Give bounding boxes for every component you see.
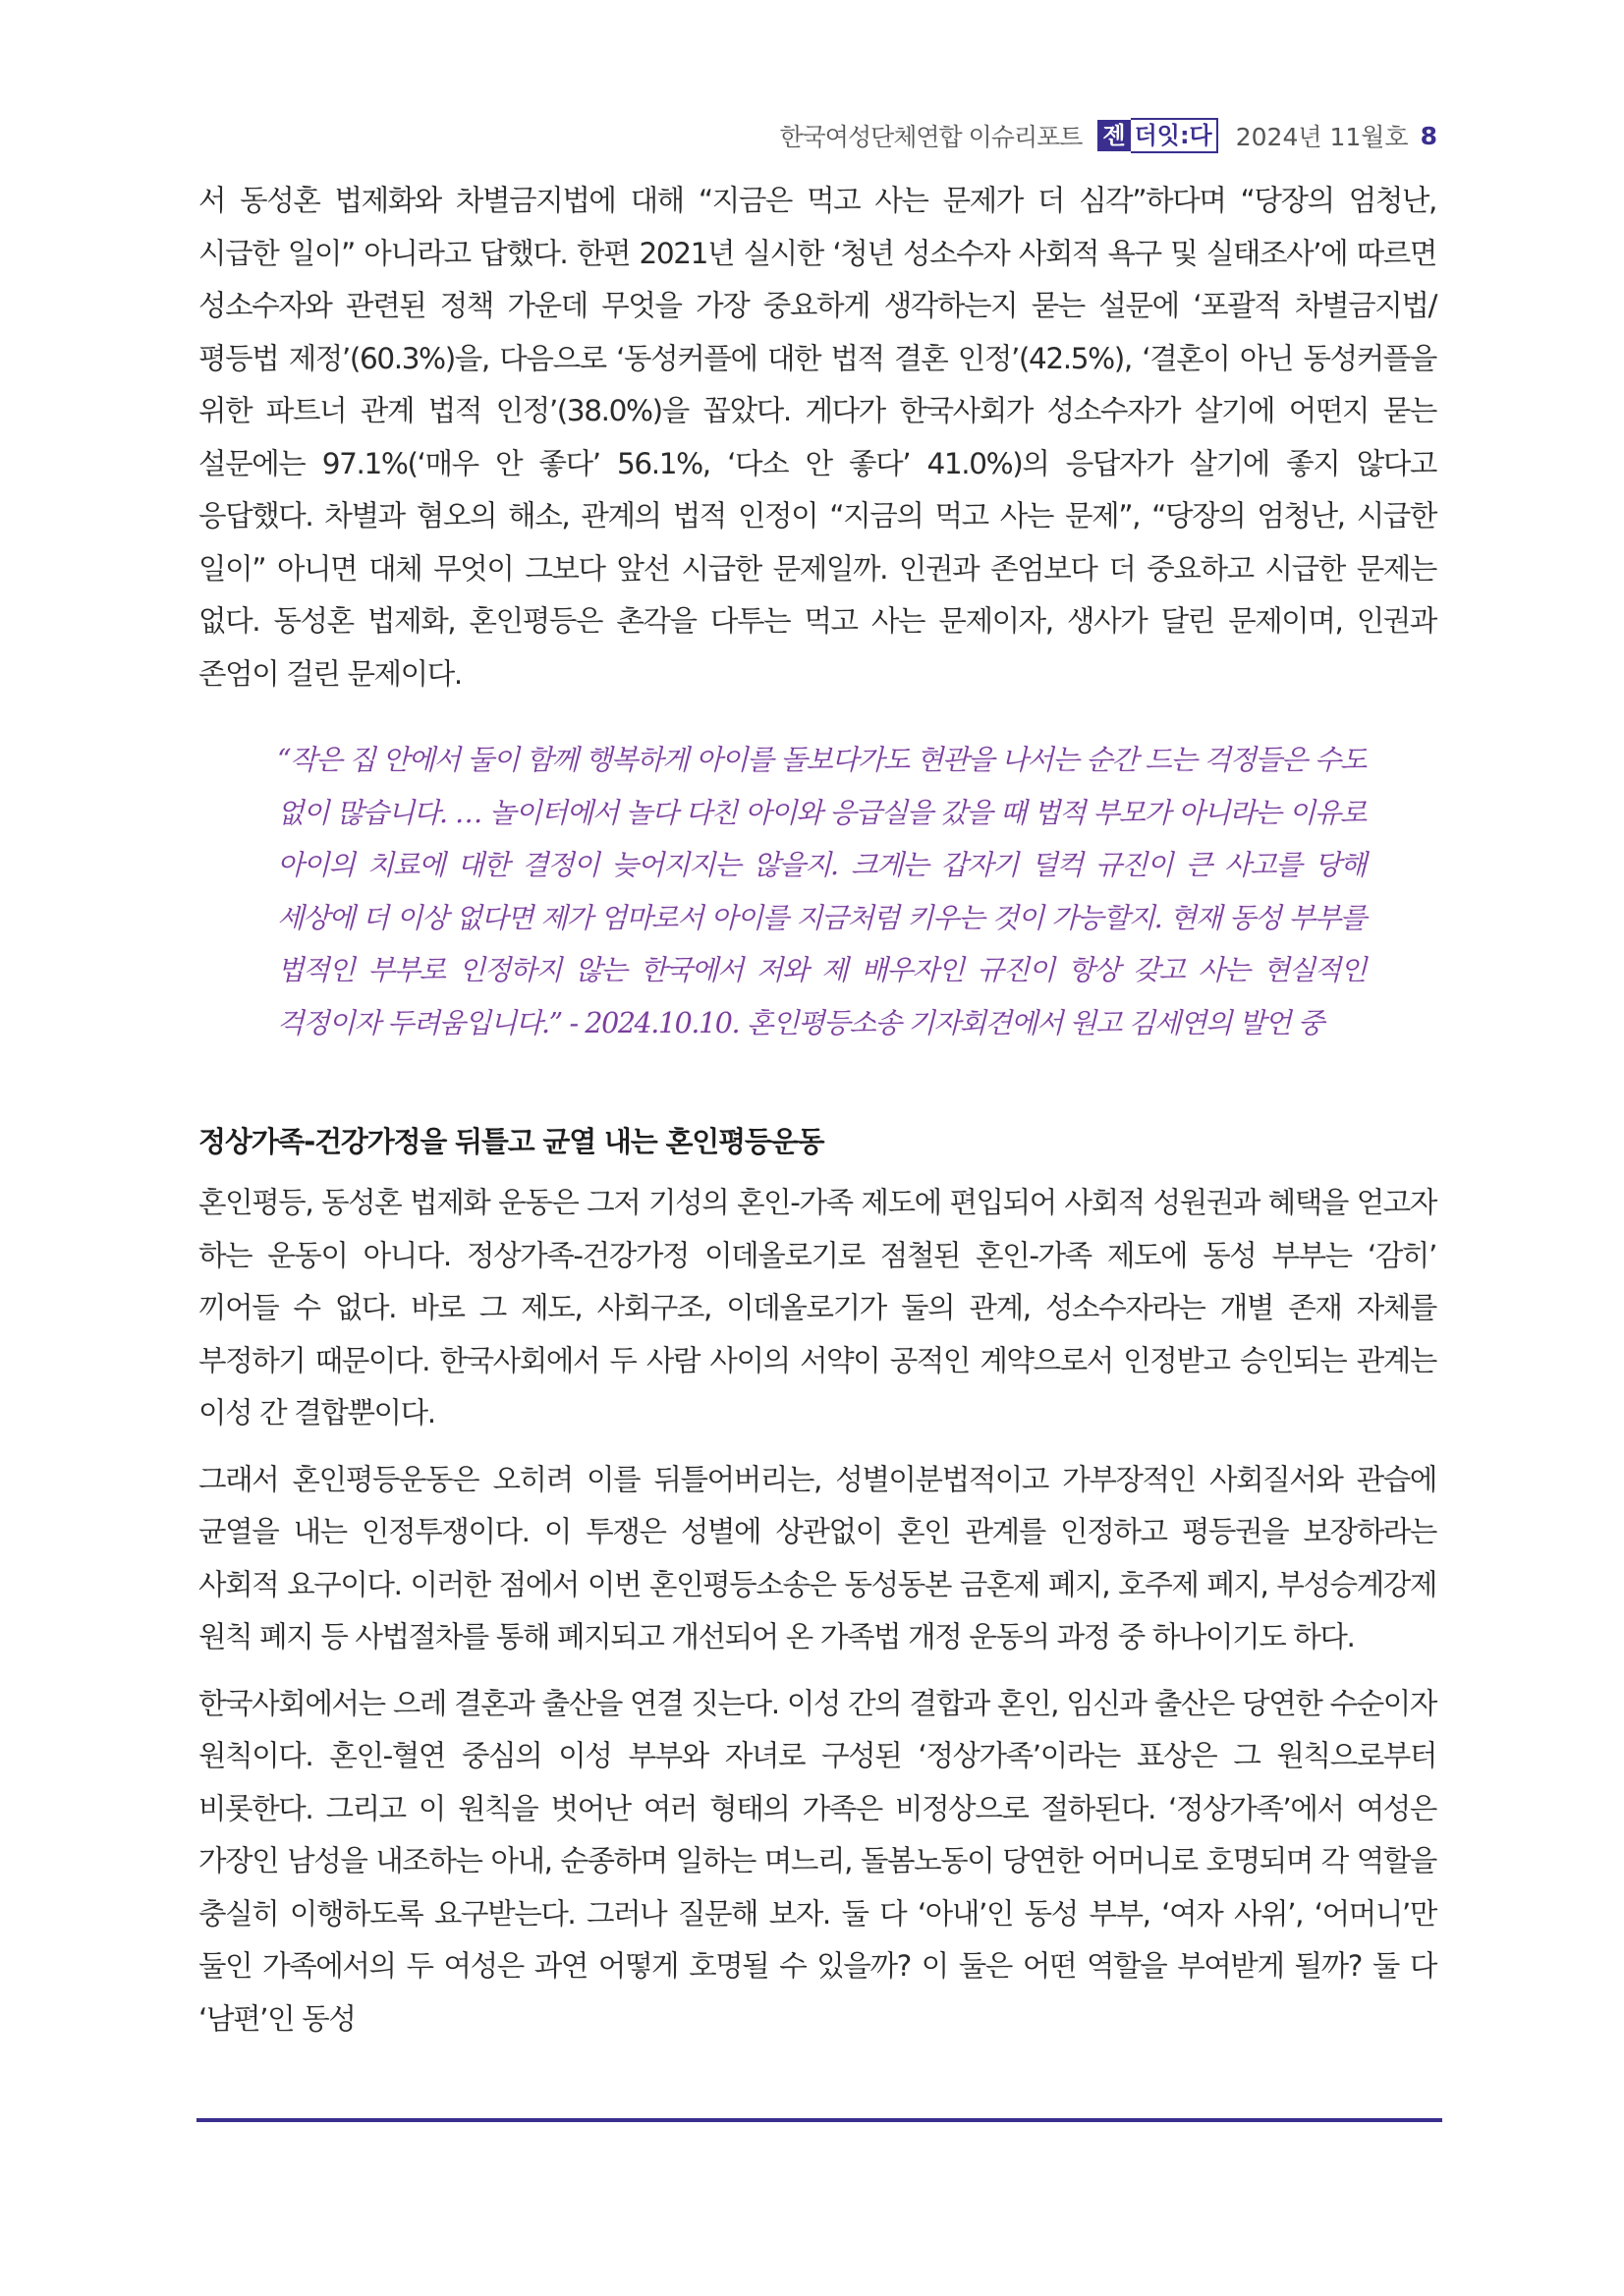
logo-text: 더잇:다 [1131,118,1218,153]
body-paragraph-3: 그래서 혼인평등운동은 오히려 이를 뒤틀어버리는, 성별이분법적이고 가부장적인 사회질서와 관습에 균열을 내는 인정투쟁이다. 이 투쟁은 성별에 상관없이 혼인 관계를 인정하고 평등권을 보장하라는 사회적 요구이다. 이러한 점에서 이번 혼인평등소송은 동성동본 금혼제 폐지, 호주제 폐지, 부성승계강제 원칙 폐지 등 사법절차를 통해 폐지되고 개선되어 온 가족법 개정 운동의 과정 중 하나이기도 하다. [198,1462,1436,1653]
body-paragraph-1: 서 동성혼 법제화와 차별금지법에 대해 “지금은 먹고 사는 문제가 더 심각”하다며 “당장의 엄청난, 시급한 일이” 아니라고 답했다. 한편 2021년 실시한 ‘청년 성소수자 사회적 욕구 및 실태조사’에 따르면 성소수자와 관련된 정책 가운데 무엇을 가장 중요하게 생각하는지 묻는 설문에 ‘포괄적 차별금지법/평등법 제정’(60.3%)을, 다음으로 ‘동성커플에 대한 법적 결혼 인정’(42.5%), ‘결혼이 아닌 동성커플을 위한 파트너 관계 법적 인정’(38.0%)을 꼽았다. 게다가 한국사회가 성소수자가 살기에 어떤지 묻는 설문에는 97.1%(‘매우 안 좋다’ 56.1%, ‘다소 안 좋다’ 41.0%)의 응답자가 살기에 좋지 않다고 응답했다. 차별과 혐오의 해소, 관계의 법적 인정이 “지금의 먹고 사는 문제”, “당장의 엄청난, 시급한 일이” 아니면 대체 무엇이 그보다 앞선 시급한 문제일까. 인권과 존엄보다 더 중요하고 시급한 문제는 없다. 동성혼 법제화, 혼인평등은 촌각을 다투는 먹고 사는 문제이자, 생사가 달린 문제이며, 인권과 존엄이 걸린 문제이다. [198,184,1436,691]
pull-quote: “작은 집 안에서 둘이 함께 행복하게 아이를 돌보다가도 현관을 나서는 순간 드는 걱정들은 수도 없이 많습니다. … 놀이터에서 놀다 다친 아이와 응급실을 갔을 때 법적 부모가 아니라는 이유로 아이의 치료에 대한 결정이 늦어지지는 않을지. 크게는 갑자기 덜컥 규진이 큰 사고를 당해 세상에 더 이상 없다면 제가 엄마로서 아이를 지금처럼 키우는 것이 가능할지. 현재 동성 부부를 법적인 부부로 인정하지 않는 한국에서 저와 제 배우자인 규진이 항상 갖고 사는 현실적인 걱정이자 두려움입니다.” - 2024.10.10. 혼인평등소송 기자회견에서 원고 김세연의 발언 중 [277,744,1366,1039]
logo-highlight: 젠 [1097,120,1130,151]
body-paragraph-4: 한국사회에서는 으레 결혼과 출산을 연결 짓는다. 이성 간의 결합과 혼인, 임신과 출산은 당연한 수순이자 원칙이다. 혼인-혈연 중심의 이성 부부와 자녀로 구성된 ‘정상가족’이라는 표상은 그 원칙으로부터 비롯한다. 그리고 이 원칙을 벗어난 여러 형태의 가족은 비정상으로 절하된다. ‘정상가족’에서 여성은 가장인 남성을 내조하는 아내, 순종하며 일하는 며느리, 돌봄노동이 당연한 어머니로 호명되며 각 역할을 충실히 이행하도록 요구받는다. 그러나 질문해 보자. 둘 다 ‘아내’인 동성 부부, ‘여자 사위’, ‘어머니’만 둘인 가족에서의 두 여성은 과연 어떻게 호명될 수 있을까? 이 둘은 어떤 역할을 부여받게 될까? 둘 다 ‘남편’인 동성 [198,1686,1436,2036]
page-header [780,116,1438,155]
page-number: 8 [1420,121,1437,150]
issue-date: 2024년 11월호 [1235,123,1409,151]
gender-itda-logo [1097,118,1217,153]
footer-divider [196,2118,1442,2122]
report-series-title: 한국여성단체연합 이슈리포트 [779,123,1083,151]
article-body [198,175,1436,2045]
body-paragraph-2: 혼인평등, 동성혼 법제화 운동은 그저 기성의 혼인-가족 제도에 편입되어 사회적 성원권과 혜택을 얻고자 하는 운동이 아니다. 정상가족-건강가정 이데올로기로 점철된 혼인-가족 제도에 동성 부부는 ‘감히’ 끼어들 수 없다. 바로 그 제도, 사회구조, 이데올로기가 둘의 관계, 성소수자라는 개별 존재 자체를 부정하기 때문이다. 한국사회에서 두 사람 사이의 서약이 공적인 계약으로서 인정받고 승인되는 관계는 이성 간 결합뿐이다. [198,1186,1436,1429]
section-heading: 정상가족-건강가정을 뒤틀고 균열 내는 혼인평등운동 [198,1125,824,1158]
